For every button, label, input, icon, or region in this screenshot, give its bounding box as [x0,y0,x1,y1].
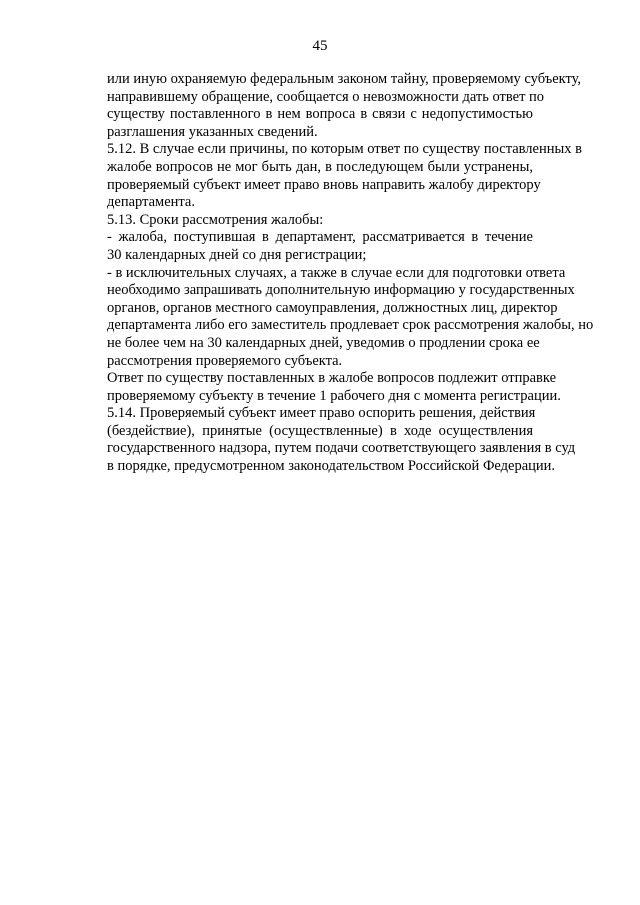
text-line: (бездействие), принятые (осуществленные) в ходе осуществления [107,422,533,439]
text-line: 5.14. Проверяемый субъект имеет право оспорить решения, действия [107,405,536,422]
text-line: Ответ по существу поставленных в жалобе вопросов подлежит отправке [107,370,557,387]
text-line: 30 календарных дней со дня регистрации; [107,246,367,263]
text-line: - в исключительных случаях, а также в случае если для подготовки ответа [107,264,566,281]
text-line: разглашения указанных сведений. [107,123,318,140]
text-line: департамента. [107,194,195,211]
text-line: не более чем на 30 календарных дней, уведомив о продлении срока ее [107,334,540,351]
text-line: 5.12. В случае если причины, по которым ответ по существу поставленных в [107,141,582,158]
text-line: проверяемый субъект имеет право вновь направить жалобу директору [107,176,541,193]
text-line: жалобе вопросов не мог быть дан, в последующем были устранены, [107,158,533,175]
text-line: необходимо запрашивать дополнительную информацию у государственных [107,282,575,299]
document-body [107,71,594,476]
text-line: департамента либо его заместитель продлевает срок рассмотрения жалобы, но [107,317,594,334]
page-number: 45 [312,38,328,54]
text-line: государственного надзора, путем подачи соответствующего заявления в суд [107,440,576,457]
text-line: проверяемому субъекту в течение 1 рабочего дня с момента регистрации. [107,387,561,404]
text-line: органов, органов местного самоуправления, должностных лиц, директор [107,299,558,316]
text-line: существу поставленного в нем вопроса в связи с недопустимостью [107,106,533,123]
text-line: - жалоба, поступившая в департамент, рассматривается в течение [107,229,533,246]
text-line: или иную охраняемую федеральным законом тайну, проверяемому субъекту, [107,71,582,87]
text-line: направившему обращение, сообщается о невозможности дать ответ по [107,88,545,105]
text-line: 5.13. Сроки рассмотрения жалобы: [107,211,324,228]
text-line: рассмотрения проверяемого субъекта. [107,352,343,369]
text-line: в порядке, предусмотренном законодательством Российской Федерации. [107,458,556,475]
